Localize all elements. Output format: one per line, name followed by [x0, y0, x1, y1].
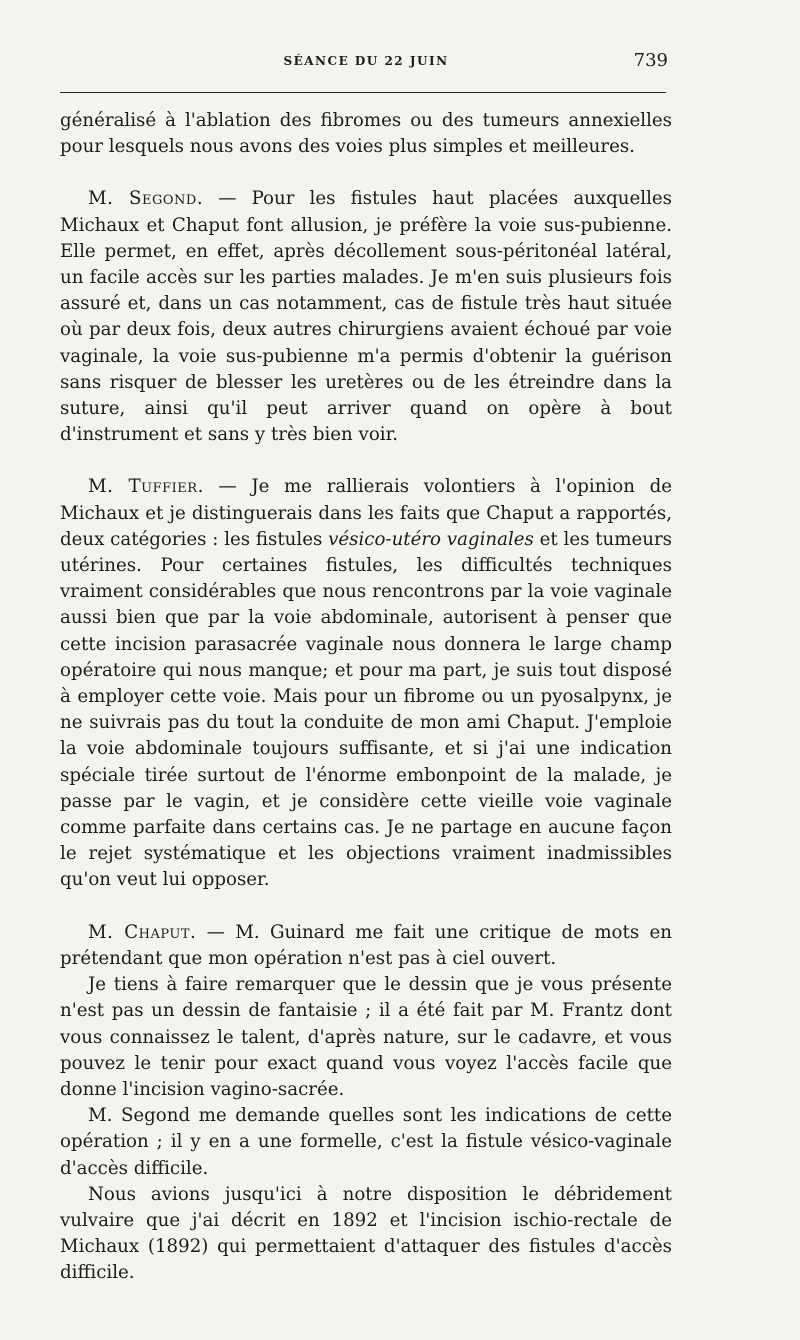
speaker-name: M. Tuffier. [88, 476, 204, 498]
paragraph-text: et les tumeurs utérines. Pour certaines fistules, les difficultés techniques vraiment considérables que nous rencontrons par la voie vaginale aussi bien que par la voie abdominale, autorisent à penser que cette incision parasacrée vaginale nous donnera le large champ opératoire qui nous manque; et pour ma part, je suis tout disposé à employer cette voie. Mais pour un fibrome ou un pyosalpynx, je ne suivrais pas du tout la conduite de mon ami Chaput. J'emploie la voie abdominale toujours suffisante, et si j'ai une indication spéciale tirée surtout de l'énorme embonpoint de la malade, je passe par le vagin, et je considère cette vieille voie vaginale comme parfaite dans certains cas. Je ne partage en aucune façon le rejet systématique et les objections vraiment inadmissibles qu'on veut lui opposer. [60, 528, 673, 891]
paragraph-text: Nous avions jusqu'ici à notre disposition le débridement vulvaire que j'ai décrit en 1892 et l'incision ischio-rectale de Michaux (1892) qui permettaient d'attaquer des fistules d'accès difficile. [60, 1183, 672, 1284]
paragraph-text: généralisé à l'ablation des fibromes ou des tumeurs annexielles pour lesquels nous avons des voies plus simples et meilleures. [60, 110, 672, 158]
italic-term: vésico-utéro vaginales [328, 528, 534, 550]
paragraph-text: — Je me rallierais volontiers à l'opinion de Michaux et je distinguerais dans les faits que Chaput a rapportés, deux catégories : les fistules [60, 476, 672, 550]
paragraph-continuation [60, 108, 672, 160]
body-text [60, 108, 672, 1287]
header-rule [60, 92, 666, 93]
paragraph-text: M. Segond me demande quelles sont les indications de cette opération ; il y en a une formelle, c'est la fistule vésico-vaginale d'accès difficile. [60, 1105, 672, 1179]
paragraph-chaput-drawing [60, 972, 672, 1103]
paragraph-segond [60, 186, 672, 448]
paragraph-tuffier [60, 474, 672, 893]
paragraph-text: — Pour les fistules haut placées auxquelles Michaux et Chaput font allusion, je préfère la voie sus-pubienne. Elle permet, en effet, après décollement sous-péritonéal latéral, un facile accès sur les parties malades. Je m'en suis plusieurs fois assuré et, dans un cas notamment, cas de fistule très haut située où par deux fois, deux autres chirurgiens avaient échoué par voie vaginale, la voie sus-pubienne m'a permis d'obtenir la guérison sans risquer de blesser les uretères ou de les étreindre dans la suture, ainsi qu'il peut arriver quand on opère à bout d'instrument et sans y très bien voir. [60, 188, 672, 446]
paragraph-text: — M. Guinard me fait une critique de mots en prétendant que mon opération n'est pas à ciel ouvert. [60, 921, 672, 969]
paragraph-chaput-indications [60, 1103, 672, 1182]
page-header [60, 48, 672, 78]
speaker-name: M. Chaput. [88, 921, 197, 943]
speaker-name: M. Segond. [88, 188, 204, 210]
running-head: SÉANCE DU 22 JUIN [283, 54, 449, 68]
paragraph-chaput [60, 920, 672, 972]
paragraph-text: Je tiens à faire remarquer que le dessin que je vous présente n'est pas un dessin de fantaisie ; il a été fait par M. Frantz dont vous connaissez le talent, d'après nature, sur le cadavre, et vous pouvez le tenir pour exact quand vous voyez l'accès facile que donne l'incision vagino-sacrée. [60, 974, 672, 1100]
page-number: 739 [633, 50, 668, 71]
paragraph-chaput-history [60, 1182, 672, 1287]
